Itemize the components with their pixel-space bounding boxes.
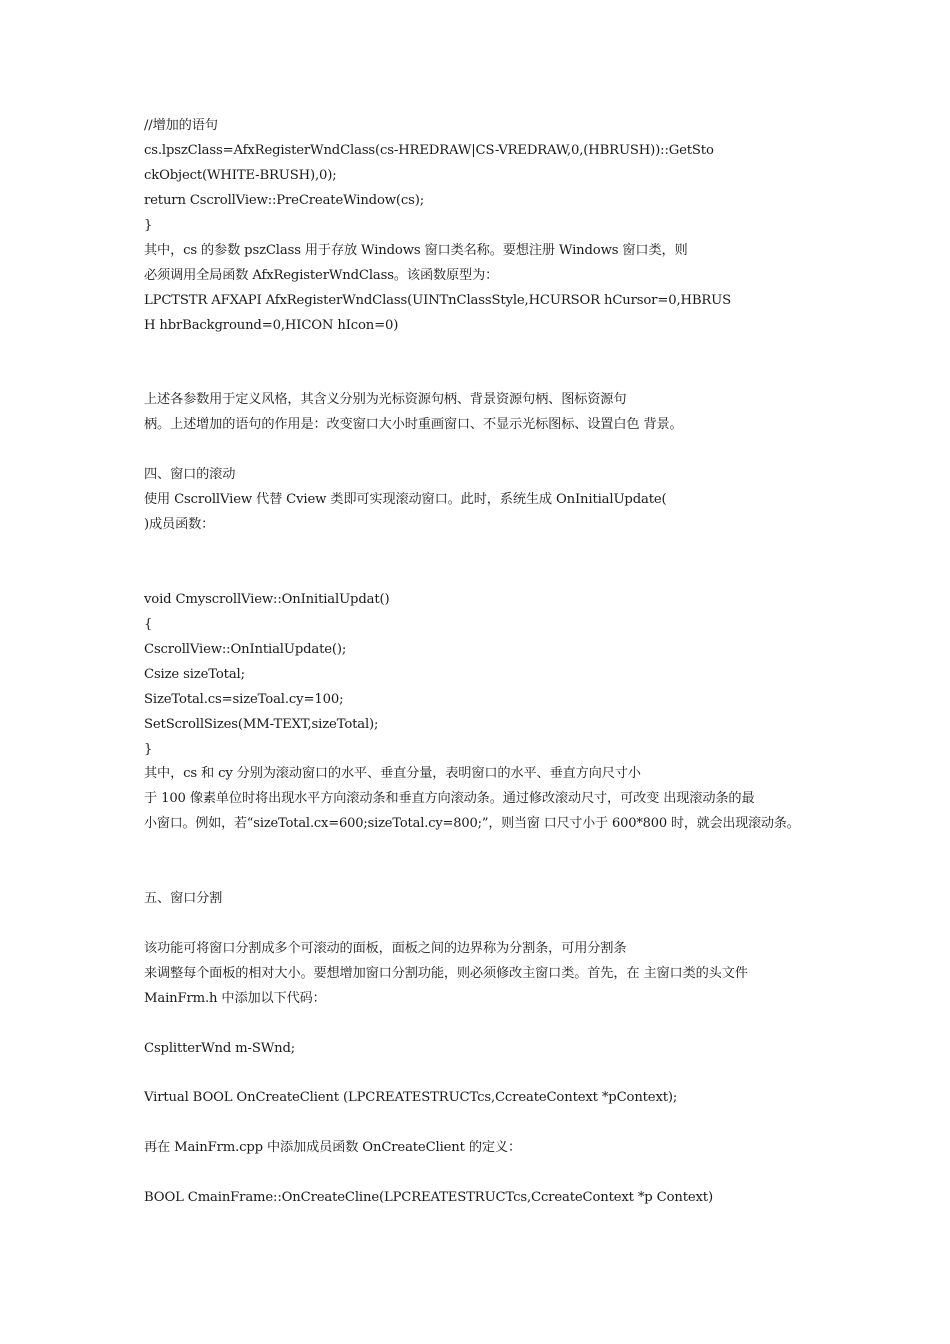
code-line: LPCTSTR AFXAPI AfxRegisterWndClass(UINTnClassStyle,HCURSOR hCursor=0,HBRUS	[144, 293, 732, 308]
paragraph-line: MainFrm.h 中添加以下代码：	[144, 991, 326, 1006]
code-line: ckObject(WHITE-BRUSH),0);	[144, 168, 337, 183]
paragraph-line: 来调整每个面板的相对大小。要想增加窗口分割功能，则必须修改主窗口类。首先，在 主窗口类的头文件	[144, 966, 748, 981]
code-line: Virtual BOOL OnCreateClient (LPCREATESTRUCTcs,CcreateContext *pContext);	[144, 1090, 678, 1105]
code-comment-line: //增加的语句	[144, 118, 218, 133]
paragraph-line: )成员函数：	[144, 517, 215, 532]
code-line: }	[144, 742, 153, 757]
code-line: BOOL CmainFrame::OnCreateCline(LPCREATESTRUCTcs,CcreateContext *p Context)	[144, 1190, 713, 1205]
code-line: CsplitterWnd m-SWnd;	[144, 1041, 296, 1056]
paragraph-line: 柄。上述增加的语句的作用是：改变窗口大小时重画窗口、不显示光标图标、设置白色 背景。	[144, 417, 683, 432]
paragraph-line: 必须调用全局函数 AfxRegisterWndClass。该函数原型为：	[144, 268, 499, 283]
code-line: return CscrollView::PreCreateWindow(cs);	[144, 193, 425, 208]
paragraph-line: 其中，cs 和 cy 分别为滚动窗口的水平、垂直分量，表明窗口的水平、垂直方向尺寸小	[144, 766, 641, 781]
paragraph-line: 使用 CscrollView 代替 Cview 类即可实现滚动窗口。此时，系统生成 OnInitialUpdate(	[144, 492, 667, 507]
code-line: CscrollView::OnIntialUpdate();	[144, 642, 347, 657]
code-line: SizeTotal.cs=sizeToal.cy=100;	[144, 692, 344, 707]
code-line: cs.lpszClass=AfxRegisterWndClass(cs-HREDRAW|CS-VREDRAW,0,(HBRUSH))::GetSto	[144, 143, 714, 158]
paragraph-line: 小窗口。例如，若“sizeTotal.cx=600;sizeTotal.cy=800;”，则当窗 口尺寸小于 600*800 时，就会出现滚动条。	[144, 816, 800, 831]
paragraph-line: 上述各参数用于定义风格，其含义分别为光标资源句柄、背景资源句柄、图标资源句	[144, 392, 627, 407]
code-line: Csize sizeTotal;	[144, 667, 245, 682]
code-line: }	[144, 218, 153, 233]
code-line: void CmyscrollView::OnInitialUpdat()	[144, 592, 390, 607]
code-line: SetScrollSizes(MM-TEXT,sizeTotal);	[144, 717, 379, 732]
paragraph-line: 再在 MainFrm.cpp 中添加成员函数 OnCreateClient 的定义：	[144, 1140, 521, 1155]
paragraph-line: 于 100 像素单位时将出现水平方向滚动条和垂直方向滚动条。通过修改滚动尺寸，可改变 出现滚动条的最	[144, 791, 755, 806]
code-line: H hbrBackground=0,HICON hIcon=0)	[144, 318, 399, 333]
section-heading: 四、窗口的滚动	[144, 467, 236, 482]
code-line: {	[144, 617, 153, 632]
section-heading: 五、窗口分割	[144, 891, 223, 906]
paragraph-line: 其中，cs 的参数 pszClass 用于存放 Windows 窗口类名称。要想注册 Windows 窗口类，则	[144, 243, 688, 258]
paragraph-line: 该功能可将窗口分割成多个可滚动的面板，面板之间的边界称为分割条，可用分割条	[144, 941, 627, 956]
